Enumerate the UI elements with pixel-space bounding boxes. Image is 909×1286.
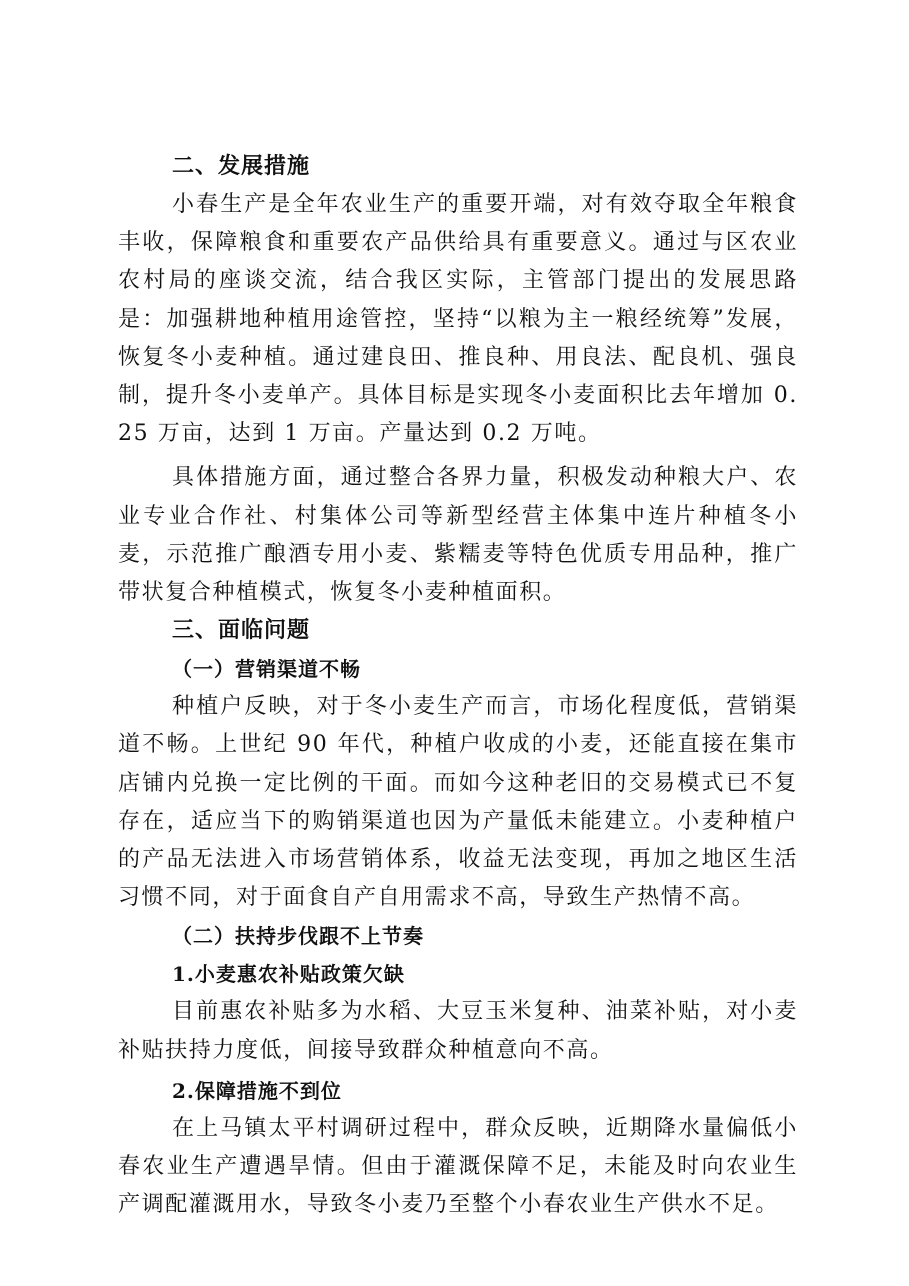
paragraph-specific-measures: 具体措施方面，通过整合各界力量，积极发动种粮大户、农业专业合作社、村集体公司等新型经营主体集中连片种植冬小麦，示范推广酿酒专用小麦、紫糯麦等特色优质专用品种，推广带状复合种植模式，恢复冬小麦种植面积。 (118, 465, 798, 606)
paragraph-subsidy-policy: 目前惠农补贴多为水稻、大豆玉米复种、油菜补贴，对小麦补贴扶持力度低，间接导致群众种植意向不高。 (118, 999, 798, 1063)
subheading-support-pace: （二）扶持步伐跟不上节奏 (172, 924, 424, 949)
paragraph-safeguard-measures: 在上马镇太平村调研过程中，群众反映，近期降水量偏低小春农业生产遭遇旱情。但由于灌溉保障不足，未能及时向农业生产调配灌溉用水，导致冬小麦乃至整个小春农业生产供水不足。 (118, 1115, 798, 1218)
item-heading-subsidy-policy: 1.小麦惠农补贴政策欠缺 (172, 962, 405, 987)
section-heading-development-measures: 二、发展措施 (172, 154, 311, 179)
item-heading-safeguard-measures: 2.保障措施不到位 (172, 1078, 342, 1103)
paragraph-spring-production-importance: 小春生产是全年农业生产的重要开端，对有效夺取全年粮食丰收，保障粮食和重要农产品供给具有重要意义。通过与区农业农村局的座谈交流，结合我区实际，主管部门提出的发展思路是：加强耕地种植用途管控，坚持“以粮为主一粮经统筹”发展，恢复冬小麦种植。通过建良田、推良种、用良法、配良机、强良制，提升冬小麦单产。具体目标是实现冬小麦面积比去年增加 0.25 万亩，达到 1 万亩。产量达到 0.2 万吨。 (118, 192, 798, 447)
subheading-marketing-channels: （一）营销渠道不畅 (172, 657, 361, 682)
section-heading-problems: 三、面临问题 (172, 618, 311, 644)
document-body (118, 148, 798, 1224)
paragraph-marketing-channels: 种植户反映，对于冬小麦生产而言，市场化程度低，营销渠道不畅。上世纪 90 年代，种植户收成的小麦，还能直接在集市店铺内兑换一定比例的干面。而如今这种老旧的交易模式已不复存在，适应当下的购销渠道也因为产量低未能建立。小麦种植户的产品无法进入市场营销体系，收益无法变现，再加之地区生活习惯不同，对于面食自产自用需求不高，导致生产热情不高。 (118, 694, 798, 911)
